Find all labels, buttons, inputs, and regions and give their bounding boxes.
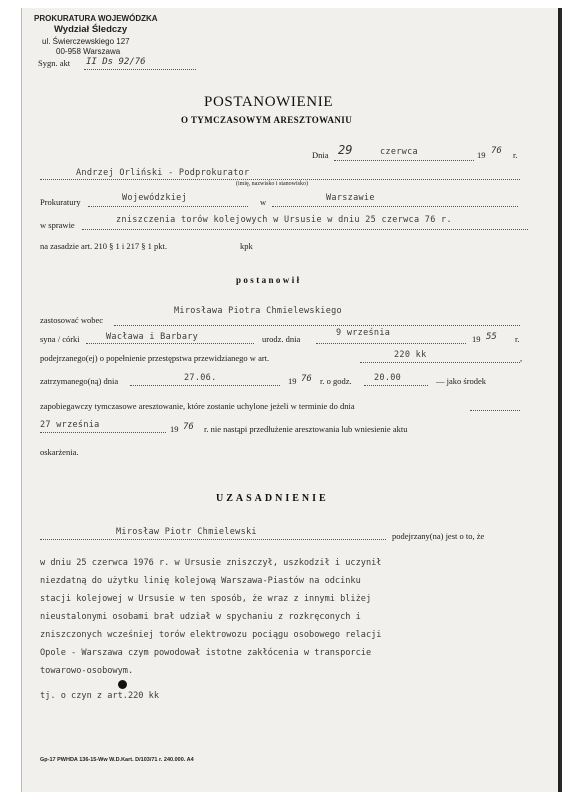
reason-line-3: stacji kolejowej w Ursusie w ten sposób, że wraz z innymi bliżej — [40, 594, 372, 604]
stamp-line-2: Wydział Śledczy — [54, 24, 128, 35]
uzasadnienie-heading: UZASADNIENIE — [216, 493, 329, 504]
syna-born: 9 września — [336, 328, 391, 338]
sygn-label: Sygn. akt — [38, 58, 71, 68]
form-footer: Gp-17 PWHDA 136-15-Ww W.D.Kart. D/103/71 r. 240.000. A4 — [40, 757, 194, 763]
zatrzymany-date: 27.06. — [184, 373, 217, 383]
date-year-prefix: 19 — [477, 150, 486, 160]
reason-line-5: zniszczonych wcześniej torów elektrowozu pociągu osobowego relacji — [40, 630, 382, 640]
termin-year-prefix: 19 — [170, 424, 179, 434]
reason-line-8: tj. o czyn z art.220 kk — [40, 691, 159, 701]
zastosowac-value: Mirosława Piotra Chmielewskiego — [174, 306, 342, 316]
syna-label: syna / córki — [40, 334, 80, 344]
zastosowac-label: zastosować wobec — [40, 315, 104, 325]
reason-line-7: towarowo-osobowym. — [40, 666, 134, 676]
city-dots — [272, 206, 518, 207]
stamp-line-3: ul. Świerczewskiego 127 — [42, 37, 130, 46]
parents-dots — [86, 343, 254, 344]
zapobiegawczy-line: zapobiegawczy tymczasowe aresztowanie, które zostanie uchylone jeżeli w terminie do dnia — [40, 401, 355, 411]
date-suffix: r. — [513, 150, 518, 160]
stamp-line-1: PROKURATURA WOJEWÓDZKA — [34, 14, 158, 23]
date-year: 76 — [491, 146, 502, 156]
urodz-label: urodz. dnia — [262, 334, 301, 344]
zatrzymany-label: zatrzymanego(ną) dnia — [40, 376, 119, 386]
zapob-dots — [470, 410, 520, 411]
sprawa-dots — [82, 229, 528, 230]
date-dots — [334, 160, 474, 161]
prokuratury-dots — [88, 206, 248, 207]
prokuratury-value: Wojewódzkiej — [122, 193, 188, 203]
born-year-prefix: 19 — [472, 334, 481, 344]
uzas-name-dots — [40, 539, 386, 540]
podejrzany-value: 220 kk — [394, 350, 427, 360]
oskarzenia-text: oskarżenia. — [40, 447, 79, 457]
stamp-line-4: 00-958 Warszawa — [56, 47, 121, 56]
podejrzany-comma: , — [520, 353, 523, 363]
termin-dots — [40, 432, 166, 433]
prosecutor-name: Andrzej Orliński - Podprokurator — [76, 168, 250, 178]
zatrzymany-year-prefix: 19 — [288, 376, 297, 386]
basis-label: na zasadzie art. 210 § 1 i 217 § 1 pkt. — [40, 241, 167, 251]
born-dots — [316, 343, 466, 344]
zatrzymany-tail: — jako środek — [436, 376, 487, 386]
basis-kpk: kpk — [240, 241, 253, 251]
prokuratury-city: Warszawie — [326, 193, 375, 203]
termin-year: 76 — [183, 422, 194, 432]
zatrzymany-dots — [130, 385, 280, 386]
date-day: 29 — [338, 143, 353, 157]
sygn-dots — [84, 69, 196, 70]
zatrzymany-time: 20.00 — [374, 373, 402, 383]
postanowil-heading: postanowił — [236, 275, 302, 285]
termin-date: 27 września — [40, 420, 100, 430]
page-title: POSTANOWIENIE — [204, 94, 334, 110]
godz-label: r. o godz. — [320, 376, 352, 386]
syna-parents: Wacława i Barbary — [106, 332, 199, 342]
reason-line-6: Opole - Warszawa czym powodował istotne zakłócenia w transporcie — [40, 648, 372, 658]
sprawa-value: zniszczenia torów kolejowych w Ursusie w dniu 25 czerwca 76 r. — [116, 215, 452, 225]
sygn-value: II Ds 92/76 — [86, 57, 146, 67]
page-subtitle: O TYMCZASOWYM ARESZTOWANIU — [181, 115, 353, 125]
date-month: czerwca — [380, 147, 418, 157]
uzas-tail: podejrzany(na) jest o to, że — [392, 531, 485, 541]
zastosowac-dots — [114, 325, 520, 326]
reason-line-1: w dniu 25 czerwca 1976 r. w Ursusie zniszczył, uszkodził i uczynił — [40, 558, 382, 568]
podejrzany-dots — [360, 362, 520, 363]
godz-dots — [364, 385, 428, 386]
prokuratury-w: w — [260, 197, 267, 207]
prokuratury-label: Prokuratury — [40, 197, 81, 207]
zatrzymany-year: 76 — [301, 374, 312, 384]
born-year: 55 — [486, 332, 497, 342]
date-label: Dnia — [312, 150, 329, 160]
sprawa-label: w sprawie — [40, 220, 75, 230]
podejrzany-label: podejrzanego(ej) o popełnienie przestępstwa przewidzianego w art. — [40, 353, 270, 363]
reason-line-4: nieustalonymi osobami brał udział w spychaniu z rozkręconych i — [40, 612, 361, 622]
reason-line-2: niezdatną do użytku linię kolejową Warszawa-Piastów na odcinku — [40, 576, 361, 586]
born-suffix: r. — [515, 334, 520, 344]
prosecutor-dots — [40, 179, 520, 180]
uzas-name: Mirosław Piotr Chmielewski — [116, 527, 257, 537]
termin-tail: r. nie nastąpi przedłużenie aresztowania lub wniesienie aktu — [204, 424, 408, 434]
prosecutor-hint: (imię, nazwisko i stanowisko) — [236, 181, 308, 187]
